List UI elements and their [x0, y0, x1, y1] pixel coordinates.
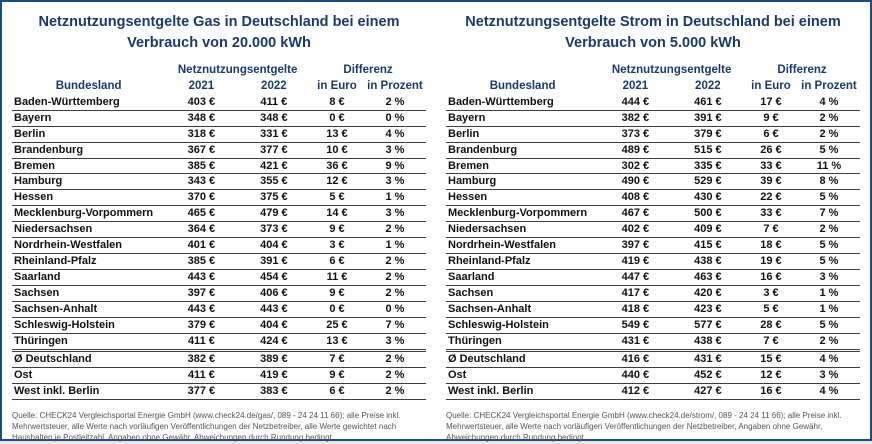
value-cell: 36 € — [310, 158, 364, 174]
value-cell: 383 € — [238, 384, 310, 400]
value-cell: 411 € — [238, 95, 310, 110]
bundesland-cell: Ø Deutschland — [446, 351, 599, 368]
value-cell: 431 € — [672, 351, 744, 368]
value-cell: 467 € — [599, 206, 671, 222]
value-cell: 454 € — [238, 270, 310, 286]
table-row — [446, 318, 860, 334]
table-row — [446, 126, 860, 142]
table-row — [446, 222, 860, 238]
value-cell: 2 % — [364, 368, 426, 384]
gas-title-line1: Netznutzungsentgelte Gas in Deutschland bei einem — [38, 14, 400, 30]
value-cell: 335 € — [672, 158, 744, 174]
strom-group-header-fees: Netznutzungsentgelte — [611, 64, 732, 77]
spacer-cell — [446, 63, 599, 79]
column-header-2021: 2021 — [188, 79, 215, 92]
bundesland-cell: West inkl. Berlin — [12, 384, 165, 400]
table-row — [12, 254, 426, 270]
value-cell: 443 € — [165, 270, 237, 286]
value-cell: 28 € — [744, 318, 798, 334]
column-header-2022: 2022 — [261, 79, 287, 92]
value-cell: 1 % — [798, 302, 860, 318]
value-cell: 5 % — [798, 238, 860, 254]
table-row — [12, 222, 426, 238]
bundesland-cell: Hessen — [446, 190, 599, 206]
table-row — [446, 384, 860, 400]
value-cell: 379 € — [165, 318, 237, 334]
table-row — [12, 206, 426, 222]
value-cell: 419 € — [599, 254, 671, 270]
value-cell: 367 € — [165, 142, 237, 158]
value-cell: 9 € — [310, 286, 364, 302]
value-cell: 452 € — [672, 368, 744, 384]
strom-table — [446, 63, 860, 400]
bundesland-cell: Hamburg — [446, 174, 599, 190]
table-row — [446, 95, 860, 110]
bundesland-cell: Nordrhein-Westfalen — [12, 238, 165, 254]
value-cell: 529 € — [672, 174, 744, 190]
value-cell: 430 € — [672, 190, 744, 206]
value-cell: 0 € — [310, 110, 364, 126]
bundesland-cell: Sachsen — [12, 286, 165, 302]
value-cell: 440 € — [599, 368, 671, 384]
value-cell: 302 € — [599, 158, 671, 174]
value-cell: 5 % — [798, 142, 860, 158]
value-cell: 355 € — [238, 174, 310, 190]
value-cell: 5 % — [798, 190, 860, 206]
value-cell: 18 € — [744, 238, 798, 254]
value-cell: 2 % — [364, 286, 426, 302]
column-header-2021: 2021 — [622, 79, 649, 92]
value-cell: 417 € — [599, 286, 671, 302]
value-cell: 9 % — [364, 158, 426, 174]
value-cell: 2 % — [798, 334, 860, 351]
value-cell: 33 € — [744, 158, 798, 174]
value-cell: 403 € — [165, 95, 237, 110]
gas-group-header-row — [12, 63, 426, 79]
bundesland-cell: Hamburg — [12, 174, 165, 190]
value-cell: 1 % — [364, 238, 426, 254]
bundesland-cell: Sachsen-Anhalt — [12, 302, 165, 318]
value-cell: 15 € — [744, 351, 798, 368]
value-cell: 385 € — [165, 254, 237, 270]
value-cell: 9 € — [310, 222, 364, 238]
bundesland-cell: Bayern — [12, 110, 165, 126]
value-cell: 3 € — [744, 286, 798, 302]
value-cell: 411 € — [165, 368, 237, 384]
value-cell: 2 % — [364, 351, 426, 368]
table-row — [12, 174, 426, 190]
value-cell: 348 € — [165, 110, 237, 126]
value-cell: 348 € — [238, 110, 310, 126]
value-cell: 318 € — [165, 126, 237, 142]
value-cell: 3 % — [364, 142, 426, 158]
value-cell: 409 € — [672, 222, 744, 238]
value-cell: 14 € — [310, 206, 364, 222]
value-cell: 373 € — [238, 222, 310, 238]
strom-source-note: Quelle: CHECK24 Vergleichsportal Energie GmbH (www.check24.de/strom/, 089 - 24 24 11 66); alle Preise inkl. Mehrwertsteuer, alle Werte nach vorläufigen Veröffentlichungen der Netzbetreiber, Angaben ohne Gewähr, Abweichungen durch Rundung bedingt — [446, 411, 842, 443]
value-cell: 489 € — [599, 142, 671, 158]
column-header-in-euro: in Euro — [317, 79, 357, 92]
table-row — [12, 334, 426, 351]
value-cell: 438 € — [672, 334, 744, 351]
value-cell: 26 € — [744, 142, 798, 158]
table-row — [12, 270, 426, 286]
bundesland-cell: Schleswig-Holstein — [446, 318, 599, 334]
value-cell: 2 % — [798, 110, 860, 126]
value-cell: 6 € — [310, 254, 364, 270]
value-cell: 2 % — [364, 254, 426, 270]
value-cell: 391 € — [238, 254, 310, 270]
value-cell: 17 € — [744, 95, 798, 110]
gas-source-note: Quelle: CHECK24 Vergleichsportal Energie GmbH (www.check24.de/gas/, 089 - 24 24 11 66); alle Preise inkl. Mehrwertsteuer, alle Werte nach vorläufigen Veröffentlichungen der Netzbetreiber, alle Werte gewichtet nach Haushalten je Postleitzahl, Angaben ohne Gewähr, Abweichungen durch Rundung bedingt — [12, 411, 401, 443]
value-cell: 22 € — [744, 190, 798, 206]
table-row — [12, 318, 426, 334]
bundesland-cell: Ost — [446, 368, 599, 384]
value-cell: 4 % — [364, 126, 426, 142]
value-cell: 379 € — [672, 126, 744, 142]
value-cell: 416 € — [599, 351, 671, 368]
value-cell: 2 % — [364, 270, 426, 286]
value-cell: 490 € — [599, 174, 671, 190]
value-cell: 343 € — [165, 174, 237, 190]
value-cell: 377 € — [238, 142, 310, 158]
value-cell: 13 € — [310, 334, 364, 351]
value-cell: 6 € — [744, 126, 798, 142]
table-row — [446, 158, 860, 174]
table-row — [12, 238, 426, 254]
bundesland-cell: Niedersachsen — [12, 222, 165, 238]
value-cell: 7 € — [744, 334, 798, 351]
value-cell: 25 € — [310, 318, 364, 334]
value-cell: 4 % — [798, 384, 860, 400]
value-cell: 423 € — [672, 302, 744, 318]
table-row — [12, 95, 426, 110]
bundesland-cell: Thüringen — [446, 334, 599, 351]
value-cell: 465 € — [165, 206, 237, 222]
bundesland-cell: Bayern — [446, 110, 599, 126]
value-cell: 377 € — [165, 384, 237, 400]
table-row — [446, 334, 860, 351]
table-row — [12, 158, 426, 174]
value-cell: 3 % — [364, 334, 426, 351]
value-cell: 397 € — [165, 286, 237, 302]
value-cell: 1 % — [798, 286, 860, 302]
table-row — [12, 351, 426, 368]
gas-group-header-fees: Netznutzungsentgelte — [177, 64, 298, 77]
bundesland-cell: Bremen — [446, 158, 599, 174]
table-row — [446, 110, 860, 126]
value-cell: 0 € — [310, 302, 364, 318]
value-cell: 12 € — [744, 368, 798, 384]
bundesland-cell: Thüringen — [12, 334, 165, 351]
value-cell: 431 € — [599, 334, 671, 351]
value-cell: 397 € — [599, 238, 671, 254]
bundesland-cell: Brandenburg — [446, 142, 599, 158]
bundesland-cell: Nordrhein-Westfalen — [446, 238, 599, 254]
value-cell: 2 % — [364, 384, 426, 400]
value-cell: 7 € — [744, 222, 798, 238]
table-row — [446, 286, 860, 302]
value-cell: 401 € — [165, 238, 237, 254]
gas-group-header-diff: Differenz — [343, 64, 393, 77]
gas-column-header-row — [12, 79, 426, 95]
value-cell: 331 € — [238, 126, 310, 142]
value-cell: 408 € — [599, 190, 671, 206]
strom-table-title — [446, 12, 860, 54]
value-cell: 9 € — [744, 110, 798, 126]
bundesland-cell: West inkl. Berlin — [446, 384, 599, 400]
value-cell: 6 € — [310, 384, 364, 400]
strom-title-line2: Verbrauch von 5.000 kWh — [565, 35, 741, 52]
value-cell: 5 € — [310, 190, 364, 206]
value-cell: 2 % — [364, 222, 426, 238]
value-cell: 549 € — [599, 318, 671, 334]
column-header-in-prozent: in Prozent — [801, 79, 857, 92]
value-cell: 411 € — [165, 334, 237, 351]
table-row — [12, 110, 426, 126]
table-row — [446, 254, 860, 270]
bundesland-cell: Rheinland-Pfalz — [12, 254, 165, 270]
table-row — [446, 270, 860, 286]
value-cell: 10 € — [310, 142, 364, 158]
table-row — [12, 142, 426, 158]
value-cell: 375 € — [238, 190, 310, 206]
value-cell: 389 € — [238, 351, 310, 368]
column-header-2022: 2022 — [695, 79, 721, 92]
table-row — [446, 174, 860, 190]
value-cell: 370 € — [165, 190, 237, 206]
value-cell: 443 € — [238, 302, 310, 318]
value-cell: 427 € — [672, 384, 744, 400]
column-header-bundesland: Bundesland — [55, 79, 122, 92]
strom-title-line1: Netznutzungsentgelte Strom in Deutschland bei einem — [465, 14, 841, 30]
gas-table-panel — [2, 2, 436, 443]
strom-table-panel — [436, 2, 870, 443]
gas-title-line2: Verbrauch von 20.000 kWh — [127, 35, 311, 52]
value-cell: 13 € — [310, 126, 364, 142]
bundesland-cell: Saarland — [446, 270, 599, 286]
value-cell: 3 % — [364, 174, 426, 190]
value-cell: 479 € — [238, 206, 310, 222]
value-cell: 5 % — [798, 318, 860, 334]
value-cell: 7 € — [310, 351, 364, 368]
value-cell: 447 € — [599, 270, 671, 286]
bundesland-cell: Berlin — [446, 126, 599, 142]
table-row — [446, 142, 860, 158]
column-header-in-prozent: in Prozent — [367, 79, 423, 92]
value-cell: 420 € — [672, 286, 744, 302]
bundesland-cell: Berlin — [12, 126, 165, 142]
value-cell: 16 € — [744, 270, 798, 286]
value-cell: 12 € — [310, 174, 364, 190]
bundesland-cell: Mecklenburg-Vorpommern — [12, 206, 165, 222]
gas-table-title — [12, 12, 426, 54]
column-header-bundesland: Bundesland — [489, 79, 556, 92]
value-cell: 391 € — [672, 110, 744, 126]
value-cell: 421 € — [238, 158, 310, 174]
value-cell: 2 % — [364, 95, 426, 110]
table-row — [446, 368, 860, 384]
bundesland-cell: Bremen — [12, 158, 165, 174]
column-header-in-euro: in Euro — [751, 79, 791, 92]
bundesland-cell: Schleswig-Holstein — [12, 318, 165, 334]
value-cell: 7 % — [364, 318, 426, 334]
table-row — [12, 384, 426, 400]
value-cell: 11 % — [798, 158, 860, 174]
spacer-cell — [12, 63, 165, 79]
strom-table-body — [446, 95, 860, 400]
value-cell: 415 € — [672, 238, 744, 254]
bundesland-cell: Hessen — [12, 190, 165, 206]
strom-group-header-row — [446, 63, 860, 79]
value-cell: 419 € — [238, 368, 310, 384]
value-cell: 404 € — [238, 238, 310, 254]
table-row — [446, 190, 860, 206]
gas-table-body — [12, 95, 426, 400]
bundesland-cell: Ost — [12, 368, 165, 384]
bundesland-cell: Brandenburg — [12, 142, 165, 158]
bundesland-cell: Baden-Württemberg — [446, 95, 599, 110]
value-cell: 463 € — [672, 270, 744, 286]
value-cell: 33 € — [744, 206, 798, 222]
value-cell: 424 € — [238, 334, 310, 351]
table-row — [12, 368, 426, 384]
bundesland-cell: Sachsen-Anhalt — [446, 302, 599, 318]
value-cell: 404 € — [238, 318, 310, 334]
value-cell: 0 % — [364, 302, 426, 318]
value-cell: 382 € — [599, 110, 671, 126]
value-cell: 382 € — [165, 351, 237, 368]
bundesland-cell: Saarland — [12, 270, 165, 286]
value-cell: 418 € — [599, 302, 671, 318]
value-cell: 2 % — [798, 222, 860, 238]
value-cell: 3 % — [798, 270, 860, 286]
value-cell: 402 € — [599, 222, 671, 238]
value-cell: 8 € — [310, 95, 364, 110]
table-row — [446, 302, 860, 318]
value-cell: 412 € — [599, 384, 671, 400]
bundesland-cell: Ø Deutschland — [12, 351, 165, 368]
table-row — [12, 302, 426, 318]
value-cell: 11 € — [310, 270, 364, 286]
bundesland-cell: Rheinland-Pfalz — [446, 254, 599, 270]
gas-table — [12, 63, 426, 400]
value-cell: 3 € — [310, 238, 364, 254]
bundesland-cell: Sachsen — [446, 286, 599, 302]
value-cell: 1 % — [364, 190, 426, 206]
value-cell: 4 % — [798, 95, 860, 110]
value-cell: 9 € — [310, 368, 364, 384]
value-cell: 5 € — [744, 302, 798, 318]
bundesland-cell: Niedersachsen — [446, 222, 599, 238]
value-cell: 3 % — [364, 206, 426, 222]
value-cell: 8 % — [798, 174, 860, 190]
bundesland-cell: Mecklenburg-Vorpommern — [446, 206, 599, 222]
strom-group-header-diff: Differenz — [777, 64, 827, 77]
strom-column-header-row — [446, 79, 860, 95]
value-cell: 16 € — [744, 384, 798, 400]
value-cell: 19 € — [744, 254, 798, 270]
value-cell: 2 % — [798, 126, 860, 142]
value-cell: 406 € — [238, 286, 310, 302]
table-row — [12, 286, 426, 302]
value-cell: 364 € — [165, 222, 237, 238]
value-cell: 0 % — [364, 110, 426, 126]
value-cell: 500 € — [672, 206, 744, 222]
table-row — [12, 190, 426, 206]
bundesland-cell: Baden-Württemberg — [12, 95, 165, 110]
table-row — [446, 238, 860, 254]
table-row — [446, 206, 860, 222]
value-cell: 4 % — [798, 351, 860, 368]
value-cell: 444 € — [599, 95, 671, 110]
value-cell: 5 % — [798, 254, 860, 270]
value-cell: 461 € — [672, 95, 744, 110]
value-cell: 438 € — [672, 254, 744, 270]
value-cell: 3 % — [798, 368, 860, 384]
value-cell: 515 € — [672, 142, 744, 158]
value-cell: 443 € — [165, 302, 237, 318]
table-row — [12, 126, 426, 142]
value-cell: 7 % — [798, 206, 860, 222]
value-cell: 577 € — [672, 318, 744, 334]
value-cell: 373 € — [599, 126, 671, 142]
value-cell: 385 € — [165, 158, 237, 174]
value-cell: 39 € — [744, 174, 798, 190]
table-row — [446, 351, 860, 368]
